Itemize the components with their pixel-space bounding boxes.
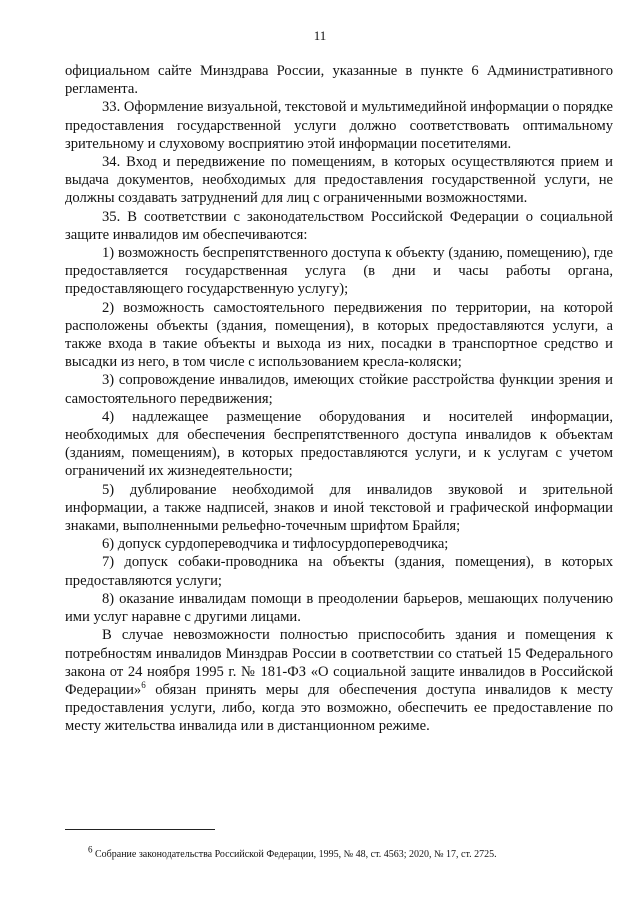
paragraph-final bbox=[65, 626, 613, 735]
paragraph: официальном сайте Минздрава России, указанные в пункте 6 Административного регламента. bbox=[65, 63, 613, 98]
footnote-divider bbox=[65, 829, 215, 830]
paragraph-item-34: 34. Вход и передвижение по помещениям, в которых осуществляются прием и выдача документов, необходимых для предоставления государственной услуги, не должны создавать затруднений для лиц с ограниченными возможностями. bbox=[65, 154, 613, 207]
page-number: 11 bbox=[313, 28, 327, 43]
list-item-1: 1) возможность беспрепятственного доступа к объекту (зданию, помещению), где предоставляется государственная услуга (в дни и часы работы органа, предоставляющего государственную услугу); bbox=[65, 245, 613, 298]
footnote bbox=[88, 844, 618, 861]
list-item-8: 8) оказание инвалидам помощи в преодолении барьеров, мешающих получению ими услуг наравне с другими лицами. bbox=[65, 590, 613, 626]
list-item-4: 4) надлежащее размещение оборудования и носителей информации, необходимых для обеспечения беспрепятственного доступа инвалидов к объектам (зданиям, помещениям), в которых предоставляются услуги, и к услугам с учетом ограничений их жизнедеятельности; bbox=[65, 408, 613, 480]
footnote-reference: 6 bbox=[141, 680, 146, 691]
list-item-6: 6) допуск сурдопереводчика и тифлосурдопереводчика; bbox=[102, 536, 449, 553]
footnote-marker: 6 bbox=[88, 844, 93, 855]
paragraph-item-35: 35. В соответствии с законодательством Российской Федерации о социальной защите инвалидов им обеспечиваются: bbox=[65, 208, 613, 243]
list-item-7: 7) допуск собаки-проводника на объекты (здания, помещения), в которых предоставляются услуги; bbox=[65, 554, 613, 589]
paragraph-final-continuation: обязан принять меры для обеспечения доступа инвалидов к месту предоставления услуги, либо, когда это возможно, обеспечить ее предоставление по месту жительства инвалида или в дистанционном режиме. bbox=[65, 681, 613, 735]
list-item-2: 2) возможность самостоятельного передвижения по территории, на которой расположены объекты (здания, помещения), в которых предоставляются услуги, а также входа в такие объекты и выхода из них, посадки в транспортное средство и высадки из него, в том числе с использованием кресла-коляски; bbox=[65, 299, 613, 371]
paragraph-item-33: 33. Оформление визуальной, текстовой и мультимедийной информации о порядке предоставления государственной услуги должно соответствовать оптимальному зрительному и слуховому восприятию этой информации посетителями. bbox=[65, 99, 613, 152]
list-item-5: 5) дублирование необходимой для инвалидов звуковой и зрительной информации, а также надписей, знаков и иной текстовой и графической информации знаками, выполненными рельефно-точечным шрифтом Брайля; bbox=[65, 481, 613, 535]
footnote-text: Собрание законодательства Российской Федерации, 1995, № 48, ст. 4563; 2020, № 17, ст. 2725. bbox=[92, 849, 497, 860]
body-text bbox=[65, 62, 613, 736]
paragraph-final-text: В случае невозможности полностью приспособить здания и помещения к потребностям инвалидов Минздрав России в соответствии со статьей 15 Федерального закона от 24 ноября 1995 г. № 181-ФЗ «О социальной защите инвалидов в Российской Федерации» bbox=[65, 627, 613, 698]
list-item-3: 3) сопровождение инвалидов, имеющих стойкие расстройства функции зрения и самостоятельного передвижения; bbox=[65, 372, 613, 407]
